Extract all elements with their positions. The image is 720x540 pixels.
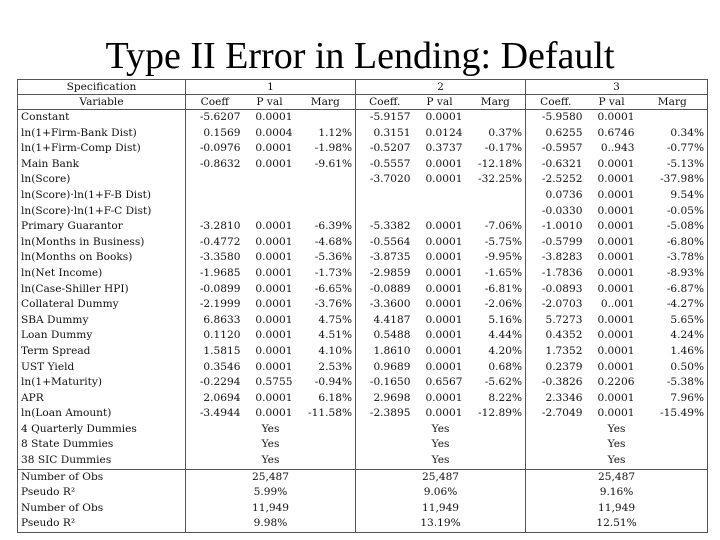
- pval-cell: 0.3737: [425, 142, 463, 155]
- coeff-cell: -5.9157: [369, 111, 411, 123]
- coeff-cell: -3.3600: [369, 298, 411, 311]
- coeff-cell: -2.0703: [541, 298, 583, 311]
- variable-name-cell: ln(Score)·ln(1+F-C Dist): [18, 204, 186, 220]
- pval-cell: 0.0001: [597, 235, 635, 248]
- variable-name-cell: ln(1+Maturity): [18, 375, 186, 391]
- dummy-row-value: Yes: [356, 437, 526, 453]
- marg-cell: -5.36%: [296, 250, 356, 266]
- stats-row: [18, 485, 708, 501]
- coeff-cell: -0.5799: [541, 235, 583, 248]
- marg-cell: -8.93%: [666, 266, 705, 279]
- coeff-cell: 5.7273: [545, 313, 583, 326]
- marg-cell: 4.24%: [670, 329, 705, 342]
- subhead-coeff: Coeff.: [526, 95, 586, 110]
- stats-row-value: 9.06%: [356, 485, 526, 501]
- coeff-cell: [356, 204, 414, 220]
- coeff-cell: -0.0893: [541, 282, 583, 295]
- variable-name-cell: Pseudo R²: [18, 516, 186, 532]
- pval-cell: 0.0001: [425, 220, 463, 233]
- coeff-cell: -2.7049: [541, 407, 583, 420]
- marg-cell: 4.51%: [296, 328, 356, 344]
- coeff-cell: -5.6207: [199, 111, 241, 123]
- marg-cell: -4.68%: [296, 235, 356, 251]
- spec-label: Specification: [18, 80, 186, 95]
- marg-cell: -4.27%: [666, 298, 705, 311]
- pval-cell: 0.0001: [425, 360, 463, 373]
- stats-row-value: 11,949: [356, 501, 526, 517]
- coeff-cell: 4.4187: [373, 313, 411, 326]
- coeff-cell: 0.6255: [545, 126, 583, 139]
- variable-name-cell: APR: [18, 391, 186, 407]
- coeff-cell: 6.8633: [203, 313, 241, 326]
- marg-cell: 4.20%: [466, 344, 526, 360]
- table-body: [18, 110, 708, 533]
- coeff-cell: -0.8632: [199, 157, 241, 170]
- slide-title: Type II Error in Lending: Default: [105, 35, 615, 77]
- marg-cell: 4.75%: [296, 313, 356, 329]
- marg-cell: -6.87%: [666, 282, 705, 295]
- variable-name-cell: ln(1+Firm-Bank Dist): [18, 126, 186, 142]
- coeff-cell: 0.9689: [373, 360, 411, 373]
- table-row: [18, 126, 708, 142]
- spec-header-row: [18, 80, 708, 95]
- pval-cell: 0.6746: [597, 126, 635, 139]
- marg-cell: -1.73%: [296, 266, 356, 282]
- pval-cell: [244, 204, 296, 220]
- marg-cell: -6.65%: [296, 282, 356, 298]
- table-row: [18, 188, 708, 204]
- pval-cell: 0.0001: [425, 329, 463, 342]
- coeff-cell: 0.3546: [203, 360, 241, 373]
- table-row: [18, 328, 708, 344]
- coeff-cell: 2.3346: [545, 391, 583, 404]
- pval-cell: 0.0001: [597, 282, 635, 295]
- pval-cell: 0.0001: [255, 344, 293, 357]
- pval-cell: 0.0001: [425, 313, 463, 326]
- subhead-pval: P val: [244, 95, 296, 110]
- stats-row: [18, 501, 708, 517]
- pval-cell: 0.0001: [425, 298, 463, 311]
- marg-cell: 5.16%: [466, 313, 526, 329]
- stats-row-value: 25,487: [356, 469, 526, 485]
- pval-cell: 0.0001: [255, 313, 293, 326]
- model-2-header: 2: [356, 80, 526, 95]
- variable-name-cell: ln(Loan Amount): [18, 406, 186, 422]
- model-3-header: 3: [526, 80, 708, 95]
- table-row: [18, 204, 708, 220]
- dummy-row-value: Yes: [356, 422, 526, 438]
- pval-cell: 0.0001: [425, 173, 463, 186]
- coeff-cell: -0.0330: [541, 204, 583, 217]
- pval-cell: 0.0001: [425, 266, 463, 279]
- variable-label: Variable: [18, 95, 186, 110]
- pval-cell: 0.0001: [597, 313, 635, 326]
- pval-cell: 0.0001: [255, 391, 293, 404]
- table-row: [18, 297, 708, 313]
- variable-name-cell: ln(Months on Books): [18, 250, 186, 266]
- dummy-row: [18, 422, 708, 438]
- marg-cell: 7.96%: [670, 391, 705, 404]
- coeff-cell: -0.5957: [541, 142, 583, 155]
- model-1-header: 1: [186, 80, 356, 95]
- pval-cell: 0.0001: [255, 266, 293, 279]
- pval-cell: 0..001: [600, 298, 635, 311]
- coeff-cell: -5.3382: [369, 220, 411, 233]
- marg-cell: [296, 110, 356, 126]
- variable-name-cell: Number of Obs: [18, 501, 186, 517]
- pval-cell: 0.0001: [597, 173, 635, 186]
- marg-cell: -32.25%: [466, 172, 526, 188]
- coeff-cell: -0.5564: [369, 235, 411, 248]
- variable-name-cell: Collateral Dummy: [18, 297, 186, 313]
- pval-cell: [244, 188, 296, 204]
- coeff-cell: 0.3151: [373, 126, 411, 139]
- marg-cell: 0.50%: [670, 360, 705, 373]
- coeff-cell: -0.0889: [369, 282, 411, 295]
- pval-cell: [414, 204, 466, 220]
- marg-cell: -0.17%: [466, 141, 526, 157]
- dummy-row-value: Yes: [607, 422, 626, 435]
- marg-cell: -3.76%: [296, 297, 356, 313]
- dummy-row-value: Yes: [186, 422, 356, 438]
- marg-cell: -0.77%: [666, 142, 705, 155]
- pval-cell: 0.0001: [255, 298, 293, 311]
- dummy-row-value: Yes: [607, 438, 626, 451]
- coeff-cell: -2.9859: [369, 266, 411, 279]
- pval-cell: 0.0001: [425, 111, 463, 123]
- stats-row: [18, 516, 708, 532]
- coeff-cell: -3.2810: [199, 220, 241, 233]
- dummy-row: [18, 453, 708, 469]
- coeff-cell: -3.4944: [199, 407, 241, 420]
- table-row: [18, 391, 708, 407]
- marg-cell: 9.54%: [670, 188, 705, 201]
- pval-cell: 0.0001: [597, 266, 635, 279]
- coeff-cell: -0.5207: [369, 142, 411, 155]
- marg-cell: -5.13%: [666, 157, 705, 170]
- variable-name-cell: 38 SIC Dummies: [18, 453, 186, 469]
- table-row: [18, 375, 708, 391]
- coeff-cell: 1.8610: [373, 344, 411, 357]
- variable-name-cell: ln(Score): [18, 172, 186, 188]
- marg-cell: -3.78%: [666, 251, 705, 264]
- pval-cell: 0.0001: [255, 220, 293, 233]
- variable-name-cell: ln(Score)·ln(1+F-B Dist): [18, 188, 186, 204]
- pval-cell: 0.0004: [255, 126, 293, 139]
- marg-cell: 0.34%: [670, 126, 705, 139]
- table-row: [18, 266, 708, 282]
- dummy-row: [18, 437, 708, 453]
- marg-cell: 1.12%: [296, 126, 356, 142]
- marg-cell: [296, 172, 356, 188]
- table-row: [18, 344, 708, 360]
- marg-cell: -6.81%: [466, 282, 526, 298]
- coeff-cell: -1.7836: [541, 266, 583, 279]
- stats-row-value: 12.51%: [596, 517, 637, 530]
- table-row: [18, 406, 708, 422]
- table-row: [18, 360, 708, 376]
- marg-cell: -15.49%: [660, 407, 705, 420]
- coeff-cell: -2.3895: [369, 407, 411, 420]
- variable-name-cell: Term Spread: [18, 344, 186, 360]
- coeff-cell: 2.0694: [203, 391, 241, 404]
- coeff-cell: -1.0010: [541, 220, 583, 233]
- coeff-cell: [186, 188, 244, 204]
- pval-cell: 0.0001: [597, 111, 635, 123]
- marg-cell: 4.10%: [296, 344, 356, 360]
- pval-cell: 0.0001: [597, 407, 635, 420]
- coeff-cell: 0.0736: [545, 188, 583, 201]
- marg-cell: -0.94%: [296, 375, 356, 391]
- marg-cell: -7.06%: [466, 219, 526, 235]
- subhead-pval: P val: [586, 95, 638, 110]
- marg-cell: -1.65%: [466, 266, 526, 282]
- subhead-marg: Marg: [638, 95, 708, 110]
- stats-row-value: 9.16%: [599, 486, 634, 499]
- variable-name-cell: 4 Quarterly Dummies: [18, 422, 186, 438]
- dummy-row-value: Yes: [186, 453, 356, 469]
- coeff-cell: 0.1120: [203, 329, 241, 342]
- stats-row-value: 13.19%: [356, 516, 526, 532]
- pval-cell: 0.0001: [255, 235, 293, 248]
- subhead-marg: Marg: [296, 95, 356, 110]
- variable-name-cell: Pseudo R²: [18, 485, 186, 501]
- marg-cell: -5.75%: [466, 235, 526, 251]
- stats-row-value: 11,949: [598, 501, 636, 514]
- pval-cell: 0.0001: [255, 111, 293, 123]
- coeff-cell: 0.4352: [545, 329, 583, 342]
- stats-row-value: 9.98%: [186, 516, 356, 532]
- marg-cell: -5.08%: [666, 220, 705, 233]
- variable-name-cell: 8 State Dummies: [18, 437, 186, 453]
- subhead-marg: Marg: [466, 95, 526, 110]
- pval-cell: 0.0001: [255, 251, 293, 264]
- variable-name-cell: Constant: [18, 110, 186, 126]
- pval-cell: 0.0001: [597, 251, 635, 264]
- marg-cell: -6.80%: [666, 235, 705, 248]
- coeff-cell: 2.9698: [373, 391, 411, 404]
- coeff-cell: -2.5252: [541, 173, 583, 186]
- coeff-cell: -3.3580: [199, 251, 241, 264]
- variable-name-cell: Number of Obs: [18, 469, 186, 485]
- pval-cell: 0.0001: [597, 391, 635, 404]
- marg-cell: 6.18%: [296, 391, 356, 407]
- coeff-cell: -0.3826: [541, 376, 583, 389]
- stats-row-value: 25,487: [186, 469, 356, 485]
- pval-cell: 0.0001: [255, 407, 293, 420]
- dummy-row-value: Yes: [186, 437, 356, 453]
- table-row: [18, 219, 708, 235]
- pval-cell: 0.0001: [597, 344, 635, 357]
- marg-cell: 8.22%: [466, 391, 526, 407]
- coeff-cell: [356, 188, 414, 204]
- table-row: [18, 250, 708, 266]
- pval-cell: 0.0001: [425, 282, 463, 295]
- pval-cell: 0.0001: [597, 157, 635, 170]
- variable-name-cell: Loan Dummy: [18, 328, 186, 344]
- column-header-row: [18, 95, 708, 110]
- coeff-cell: -0.0976: [199, 142, 241, 155]
- coeff-cell: -1.9685: [199, 266, 241, 279]
- pval-cell: [244, 172, 296, 188]
- coeff-cell: -5.9580: [541, 111, 583, 123]
- pval-cell: 0.0001: [425, 157, 463, 170]
- marg-cell: 1.46%: [670, 344, 705, 357]
- marg-cell: -9.61%: [296, 157, 356, 173]
- marg-cell: -5.38%: [666, 376, 705, 389]
- pval-cell: 0.0001: [425, 235, 463, 248]
- coeff-cell: -3.8735: [369, 251, 411, 264]
- variable-name-cell: SBA Dummy: [18, 313, 186, 329]
- subhead-coeff: Coeff.: [356, 95, 414, 110]
- dummy-row-value: Yes: [607, 454, 626, 467]
- marg-cell: [296, 188, 356, 204]
- coeff-cell: -3.8283: [541, 251, 583, 264]
- variable-name-cell: ln(Case-Shiller HPI): [18, 282, 186, 298]
- marg-cell: -1.98%: [296, 141, 356, 157]
- stats-row-value: 5.99%: [186, 485, 356, 501]
- variable-name-cell: UST Yield: [18, 360, 186, 376]
- pval-cell: 0.0001: [255, 142, 293, 155]
- pval-cell: 0.5755: [255, 376, 293, 389]
- pval-cell: 0.0001: [597, 204, 635, 217]
- marg-cell: 0.37%: [466, 126, 526, 142]
- table-row: [18, 282, 708, 298]
- pval-cell: 0.0001: [255, 157, 293, 170]
- pval-cell: 0.0001: [597, 188, 635, 201]
- marg-cell: -5.62%: [466, 375, 526, 391]
- pval-cell: 0.0001: [255, 282, 293, 295]
- marg-cell: -0.05%: [666, 204, 705, 217]
- pval-cell: 0.0001: [425, 344, 463, 357]
- table-row: [18, 157, 708, 173]
- pval-cell: 0.0001: [255, 329, 293, 342]
- pval-cell: 0.0001: [425, 391, 463, 404]
- pval-cell: 0.0124: [425, 126, 463, 139]
- coeff-cell: -0.2294: [199, 376, 241, 389]
- marg-cell: -6.39%: [296, 219, 356, 235]
- dummy-row-value: Yes: [356, 453, 526, 469]
- coeff-cell: -0.1650: [369, 376, 411, 389]
- marg-cell: -12.89%: [466, 406, 526, 422]
- coeff-cell: 0.1569: [203, 126, 241, 139]
- marg-cell: -11.58%: [296, 406, 356, 422]
- marg-cell: [638, 110, 708, 126]
- pval-cell: 0.0001: [597, 329, 635, 342]
- pval-cell: 0.0001: [425, 251, 463, 264]
- marg-cell: [296, 204, 356, 220]
- table-row: [18, 141, 708, 157]
- pval-cell: 0.0001: [425, 407, 463, 420]
- coeff-cell: 0.2379: [545, 360, 583, 373]
- marg-cell: 5.65%: [670, 313, 705, 326]
- marg-cell: -2.06%: [466, 297, 526, 313]
- coeff-cell: 0.5488: [373, 329, 411, 342]
- subhead-coeff: Coeff: [186, 95, 244, 110]
- pval-cell: 0.6567: [425, 376, 463, 389]
- pval-cell: 0.0001: [597, 360, 635, 373]
- pval-cell: 0.0001: [597, 220, 635, 233]
- variable-name-cell: Primary Guarantor: [18, 219, 186, 235]
- marg-cell: -12.18%: [466, 157, 526, 173]
- table-row: [18, 235, 708, 251]
- subhead-pval: P val: [414, 95, 466, 110]
- coeff-cell: [186, 172, 244, 188]
- marg-cell: -9.95%: [466, 250, 526, 266]
- variable-name-cell: Main Bank: [18, 157, 186, 173]
- coeff-cell: [186, 204, 244, 220]
- table-row: [18, 313, 708, 329]
- pval-cell: [414, 188, 466, 204]
- marg-cell: 4.44%: [466, 328, 526, 344]
- coeff-cell: -0.5557: [369, 157, 411, 170]
- stats-row-value: 25,487: [526, 469, 708, 485]
- pval-cell: 0..943: [600, 142, 635, 155]
- coeff-cell: -2.1999: [199, 298, 241, 311]
- marg-cell: 2.53%: [296, 360, 356, 376]
- coeff-cell: -0.0899: [199, 282, 241, 295]
- marg-cell: [466, 110, 526, 126]
- variable-name-cell: ln(1+Firm-Comp Dist): [18, 141, 186, 157]
- marg-cell: -37.98%: [660, 173, 705, 186]
- marg-cell: [466, 188, 526, 204]
- regression-table: [17, 79, 708, 533]
- pval-cell: 0.0001: [255, 360, 293, 373]
- coeff-cell: 1.5815: [203, 344, 241, 357]
- pval-cell: 0.2206: [597, 376, 635, 389]
- coeff-cell: -0.4772: [199, 235, 241, 248]
- marg-cell: [466, 204, 526, 220]
- variable-name-cell: ln(Months in Business): [18, 235, 186, 251]
- coeff-cell: -0.6321: [541, 157, 583, 170]
- stats-row: [18, 469, 708, 485]
- variable-name-cell: ln(Net Income): [18, 266, 186, 282]
- marg-cell: 0.68%: [466, 360, 526, 376]
- table-row: [18, 110, 708, 126]
- coeff-cell: 1.7352: [545, 344, 583, 357]
- stats-row-value: 11,949: [186, 501, 356, 517]
- coeff-cell: -3.7020: [369, 173, 411, 186]
- table-row: [18, 172, 708, 188]
